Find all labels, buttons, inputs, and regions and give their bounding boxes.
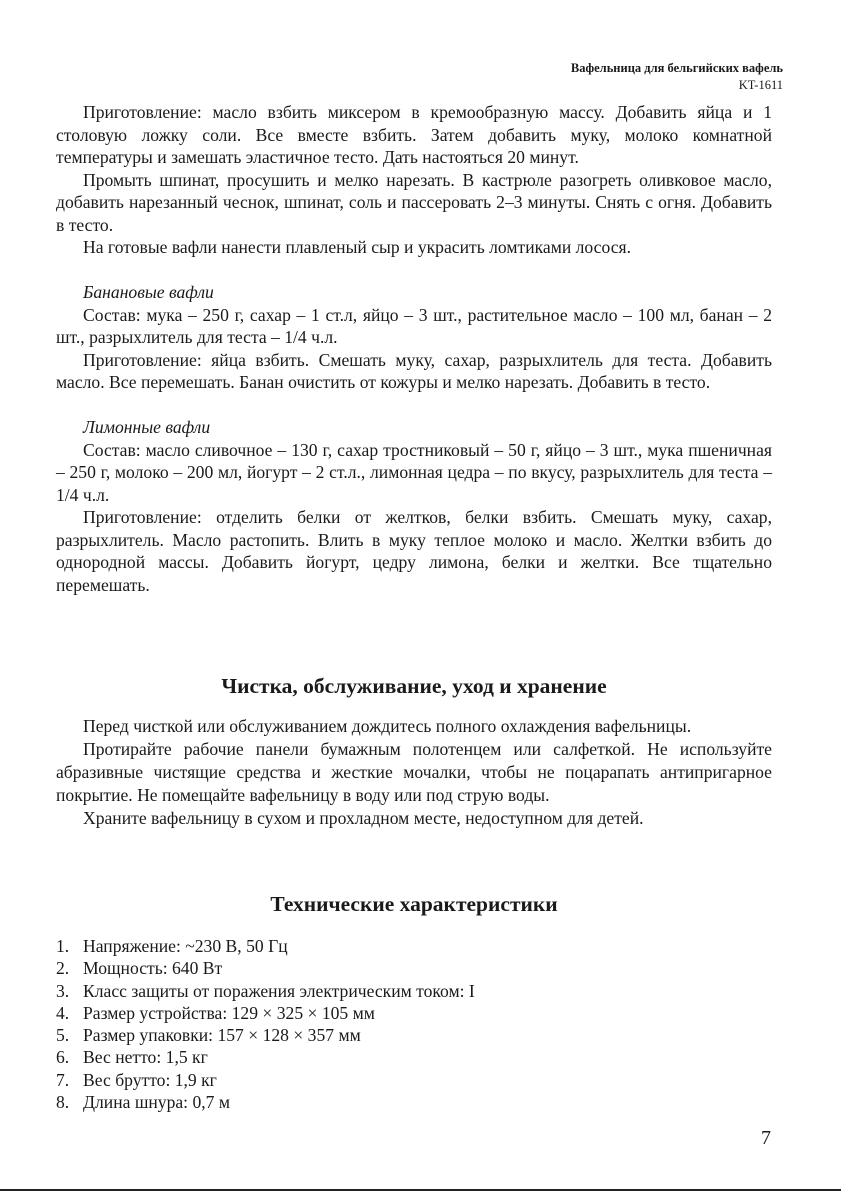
salmon-preparation-paragraph-3: На готовые вафли нанести плавленый сыр и украсить ломтиками лосося. <box>83 237 632 257</box>
lemon-preparation: Приготовление: отделить белки от желтков, белки взбить. Смешать муку, сахар, разрыхлитель. Масло растопить. Влить в муку теплое молоко и масло. Желтки взбить до однородной массы. Добавить йогурт, цедру лимона, белки и желтки. Все тщательно перемешать. <box>56 507 772 595</box>
specs-list-item <box>56 1069 772 1091</box>
specs-item-text: Мощность: 640 Вт <box>83 958 223 979</box>
lemon-composition: Состав: масло сливочное – 130 г, сахар тростниковый – 50 г, яйцо – 3 шт., мука пшеничная – 250 г, молоко – 200 мл, йогурт – 2 ст.л., лимонная цедра – по вкусу, разрыхлитель для теста – 1/4 ч.л. <box>56 439 772 505</box>
specs-list-item <box>56 980 772 1002</box>
recipes-section <box>56 101 772 596</box>
specs-item-number: 4. <box>56 1002 70 1023</box>
cleaning-paragraph-3: Храните вафельницу в сухом и прохладном месте, недоступном для детей. <box>83 808 644 828</box>
banana-recipe-title: Банановые вафли <box>83 282 214 302</box>
specs-item-number: 1. <box>56 936 70 956</box>
salmon-preparation-paragraph-2: Промыть шпинат, просушить и мелко нарезать. В кастрюле разогреть оливковое масло, добавить нарезанный чеснок, шпинат, соль и пассеровать 2–3 минуты. Снять с огня. Добавить в тесто. <box>56 169 772 235</box>
specs-list-item <box>56 1024 772 1046</box>
cleaning-paragraph-2: Протирайте рабочие панели бумажным полотенцем или салфеткой. Не используйте абразивные чистящие средства и жесткие мочалки, чтобы не поцарапать антипригарное покрытие. Не помещайте вафельницу в воду или под струю воды. <box>56 739 772 805</box>
specs-item-text: Размер устройства: 129 × 325 × 105 мм <box>83 1002 375 1023</box>
cleaning-section-title: Чистка, обслуживание, уход и хранение <box>221 674 607 698</box>
specs-list <box>56 935 772 1113</box>
header-title: Вафельница для бельгийских вафель <box>570 61 783 75</box>
bottom-divider <box>0 1189 841 1191</box>
specs-list-item <box>56 935 772 957</box>
lemon-recipe-title: Лимонные вафли <box>83 417 211 437</box>
banana-composition: Состав: мука – 250 г, сахар – 1 ст.л, яйцо – 3 шт., растительное масло – 100 мл, банан – 2 шт., разрыхлитель для теста – 1/4 ч.л. <box>56 304 772 347</box>
cleaning-section <box>56 715 772 830</box>
specs-item-text: Размер упаковки: 157 × 128 × 357 мм <box>83 1025 361 1046</box>
banana-preparation: Приготовление: яйца взбить. Смешать муку, сахар, разрыхлитель для теста. Добавить масло. Все перемешать. Банан очистить от кожуры и мелко нарезать. Добавить в тесто. <box>56 349 772 392</box>
page-number: 7 <box>761 1127 771 1149</box>
specs-item-number: 5. <box>56 1025 70 1046</box>
salmon-preparation-paragraph-1: Приготовление: масло взбить миксером в кремообразную массу. Добавить яйца и 1 столовую ложку соли. Все вместе взбить. Затем добавить муку, молоко комнатной температуры и замешать эластичное тесто. Дать настояться 20 минут. <box>56 102 772 167</box>
specs-item-number: 8. <box>56 1092 70 1113</box>
spacer <box>56 259 772 282</box>
specs-section-title: Технические характеристики <box>270 892 558 916</box>
specs-list-item <box>56 1002 772 1024</box>
specs-item-number: 2. <box>56 958 70 979</box>
spacer <box>56 394 772 417</box>
specs-list-item <box>56 1046 772 1068</box>
specs-item-text: Вес брутто: 1,9 кг <box>83 1069 217 1090</box>
specs-item-text: Напряжение: ~230 В, 50 Гц <box>83 936 288 956</box>
specs-item-number: 3. <box>56 980 70 1001</box>
specs-item-number: 7. <box>56 1069 70 1090</box>
page-header <box>571 60 783 94</box>
specs-item-number: 6. <box>56 1047 70 1068</box>
specs-item-text: Класс защиты от поражения электрическим током: I <box>83 980 475 1001</box>
cleaning-paragraph-1: Перед чисткой или обслуживанием дождитесь полного охлаждения вафельницы. <box>83 716 692 736</box>
specs-item-text: Вес нетто: 1,5 кг <box>83 1047 208 1068</box>
header-model: KT-1611 <box>738 78 783 92</box>
specs-list-item <box>56 957 772 979</box>
specs-item-text: Длина шнура: 0,7 м <box>83 1092 230 1113</box>
specs-list-item <box>56 1091 772 1113</box>
